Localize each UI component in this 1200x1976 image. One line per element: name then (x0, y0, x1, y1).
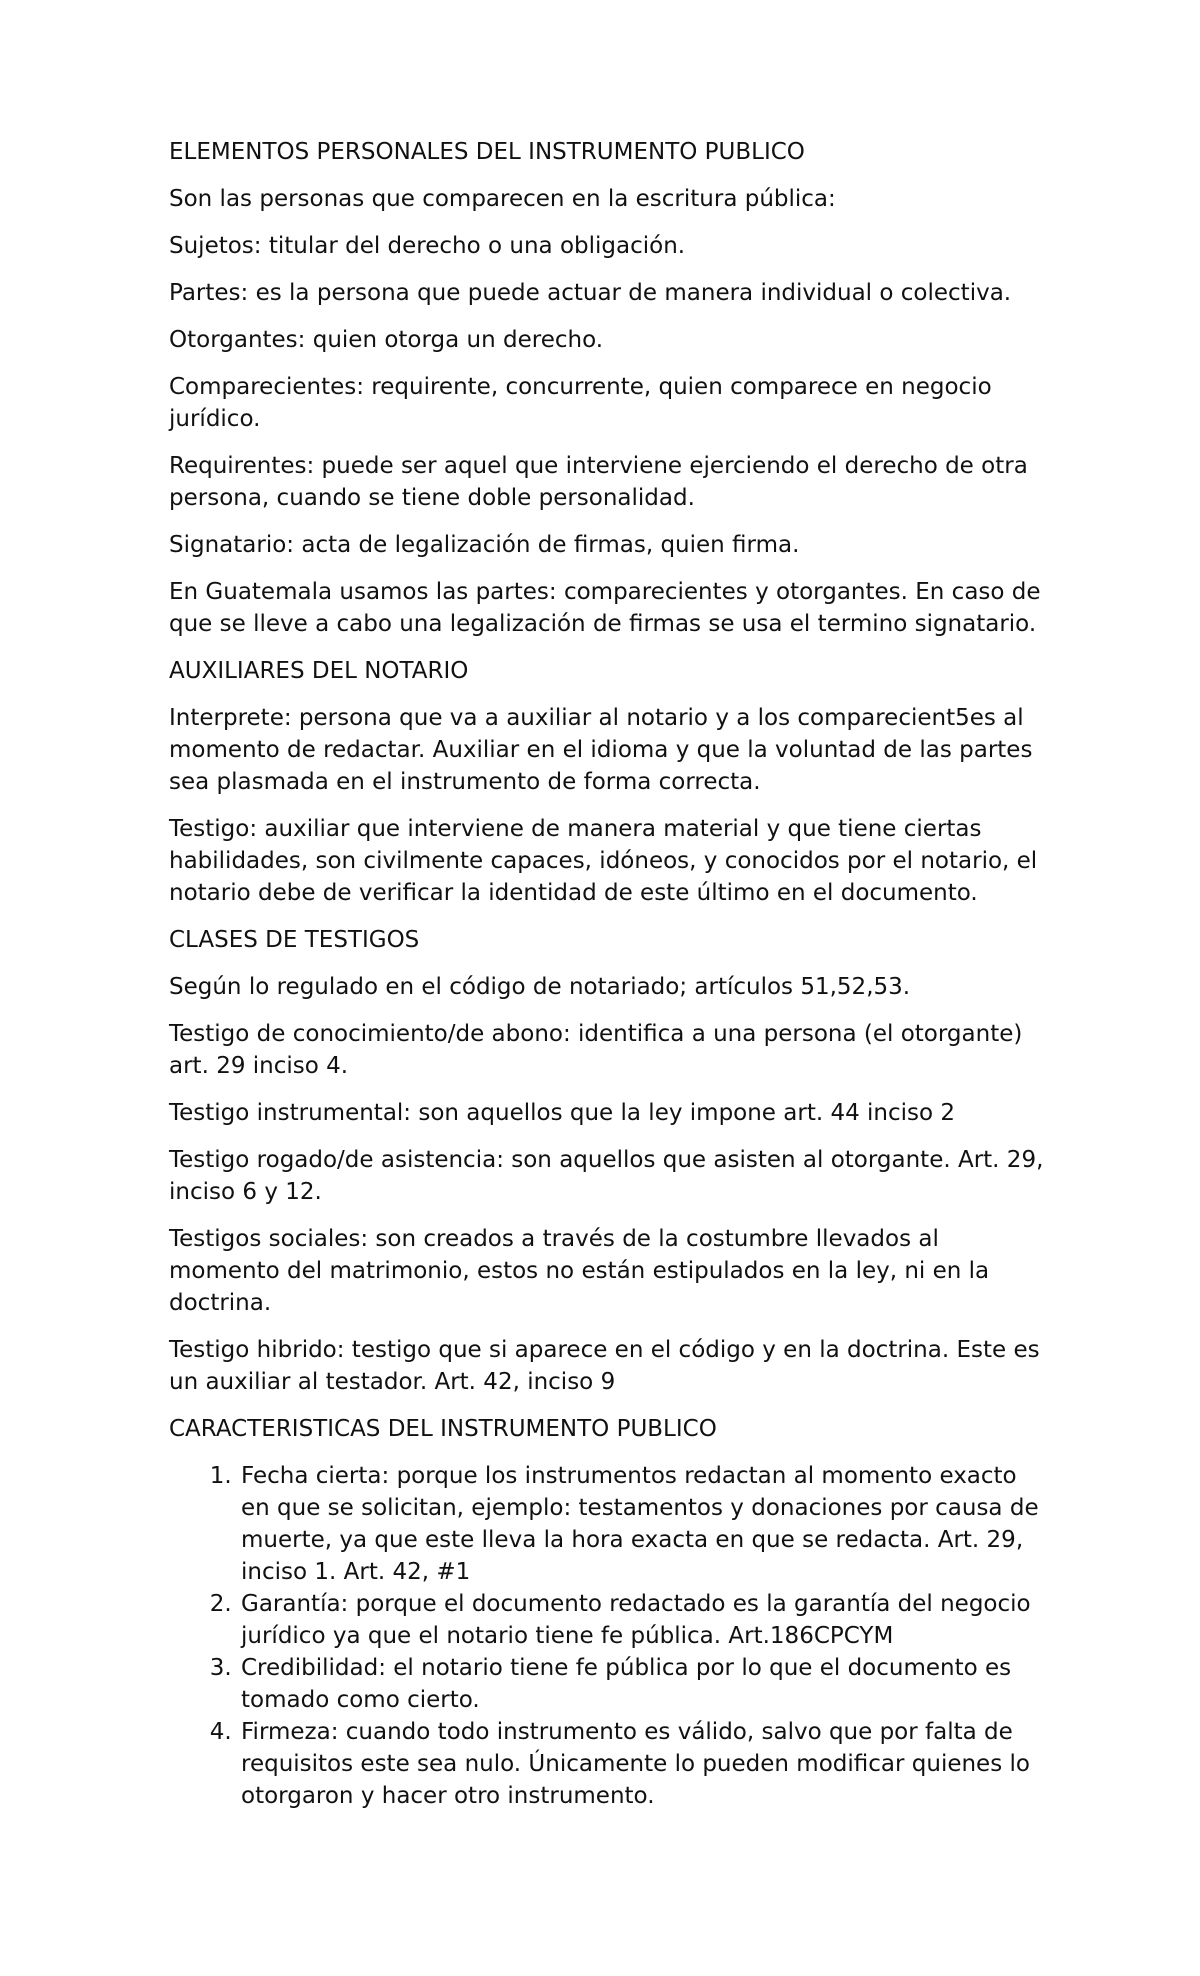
paragraph-testigo-hibrido: Testigo hibrido: testigo que si aparece en el código y en la doctrina. Este es un auxiliar al testador. Art. 42, inciso 9 (169, 1337, 1040, 1395)
caracteristicas-list (169, 1460, 1049, 1812)
paragraph-partes: Partes: es la persona que puede actuar de manera individual o colectiva. (169, 280, 1012, 306)
paragraph-testigo: Testigo: auxiliar que interviene de manera material y que tiene ciertas habilidades, son civilmente capaces, idóneos, y conocidos por el notario, el notario debe de verificar la identidad de este último en el documento. (169, 816, 1038, 906)
section-heading-auxiliares: AUXILIARES DEL NOTARIO (169, 658, 469, 684)
paragraph-requirentes: Requirentes: puede ser aquel que interviene ejerciendo el derecho de otra persona, cuando se tiene doble personalidad. (169, 453, 1028, 511)
paragraph-testigos-sociales: Testigos sociales: son creados a través de la costumbre llevados al momento del matrimonio, estos no están estipulados en la ley, ni en la doctrina. (169, 1226, 990, 1316)
section-heading-caracteristicas: CARACTERISTICAS DEL INSTRUMENTO PUBLICO (169, 1416, 717, 1442)
paragraph-guatemala: En Guatemala usamos las partes: comparecientes y otorgantes. En caso de que se lleve a cabo una legalización de firmas se usa el termino signatario. (169, 579, 1041, 637)
paragraph-intro: Son las personas que comparecen en la escritura pública: (169, 186, 836, 212)
paragraph-segun-codigo: Según lo regulado en el código de notariado; artículos 51,52,53. (169, 974, 911, 1000)
list-item-credibilidad: 3. Credibilidad: el notario tiene fe pública por lo que el documento es tomado como cierto. (239, 1652, 1049, 1716)
paragraph-comparecientes: Comparecientes: requirente, concurrente, quien comparece en negocio jurídico. (169, 374, 992, 432)
paragraph-testigo-instrumental: Testigo instrumental: son aquellos que la ley impone art. 44 inciso 2 (169, 1100, 956, 1126)
list-item-garantia: 2. Garantía: porque el documento redactado es la garantía del negocio jurídico ya que el notario tiene fe pública. Art.186CPCYM (239, 1588, 1049, 1652)
paragraph-otorgantes: Otorgantes: quien otorga un derecho. (169, 327, 604, 353)
document-body (169, 136, 1049, 1812)
paragraph-interprete: Interprete: persona que va a auxiliar al notario y a los comparecient5es al momento de redactar. Auxiliar en el idioma y que la voluntad de las partes sea plasmada en el instrumento de forma correcta. (169, 705, 1033, 795)
section-heading-elementos-personales: ELEMENTOS PERSONALES DEL INSTRUMENTO PUBLICO (169, 139, 805, 165)
paragraph-signatario: Signatario: acta de legalización de firmas, quien firma. (169, 532, 800, 558)
paragraph-testigo-rogado: Testigo rogado/de asistencia: son aquellos que asisten al otorgante. Art. 29, inciso 6 y 12. (169, 1147, 1044, 1205)
section-heading-clases-testigos: CLASES DE TESTIGOS (169, 927, 420, 953)
list-item-fecha-cierta: 1. Fecha cierta: porque los instrumentos redactan al momento exacto en que se solicitan, ejemplo: testamentos y donaciones por causa de muerte, ya que este lleva la hora exacta en que se redacta. Art. 29, inciso 1. Art. 42, #1 (239, 1460, 1049, 1588)
list-item-firmeza: 4. Firmeza: cuando todo instrumento es válido, salvo que por falta de requisitos este sea nulo. Únicamente lo pueden modificar quienes lo otorgaron y hacer otro instrumento. (239, 1716, 1049, 1812)
paragraph-testigo-conocimiento: Testigo de conocimiento/de abono: identifica a una persona (el otorgante) art. 29 inciso 4. (169, 1021, 1023, 1079)
paragraph-sujetos: Sujetos: titular del derecho o una obligación. (169, 233, 686, 259)
